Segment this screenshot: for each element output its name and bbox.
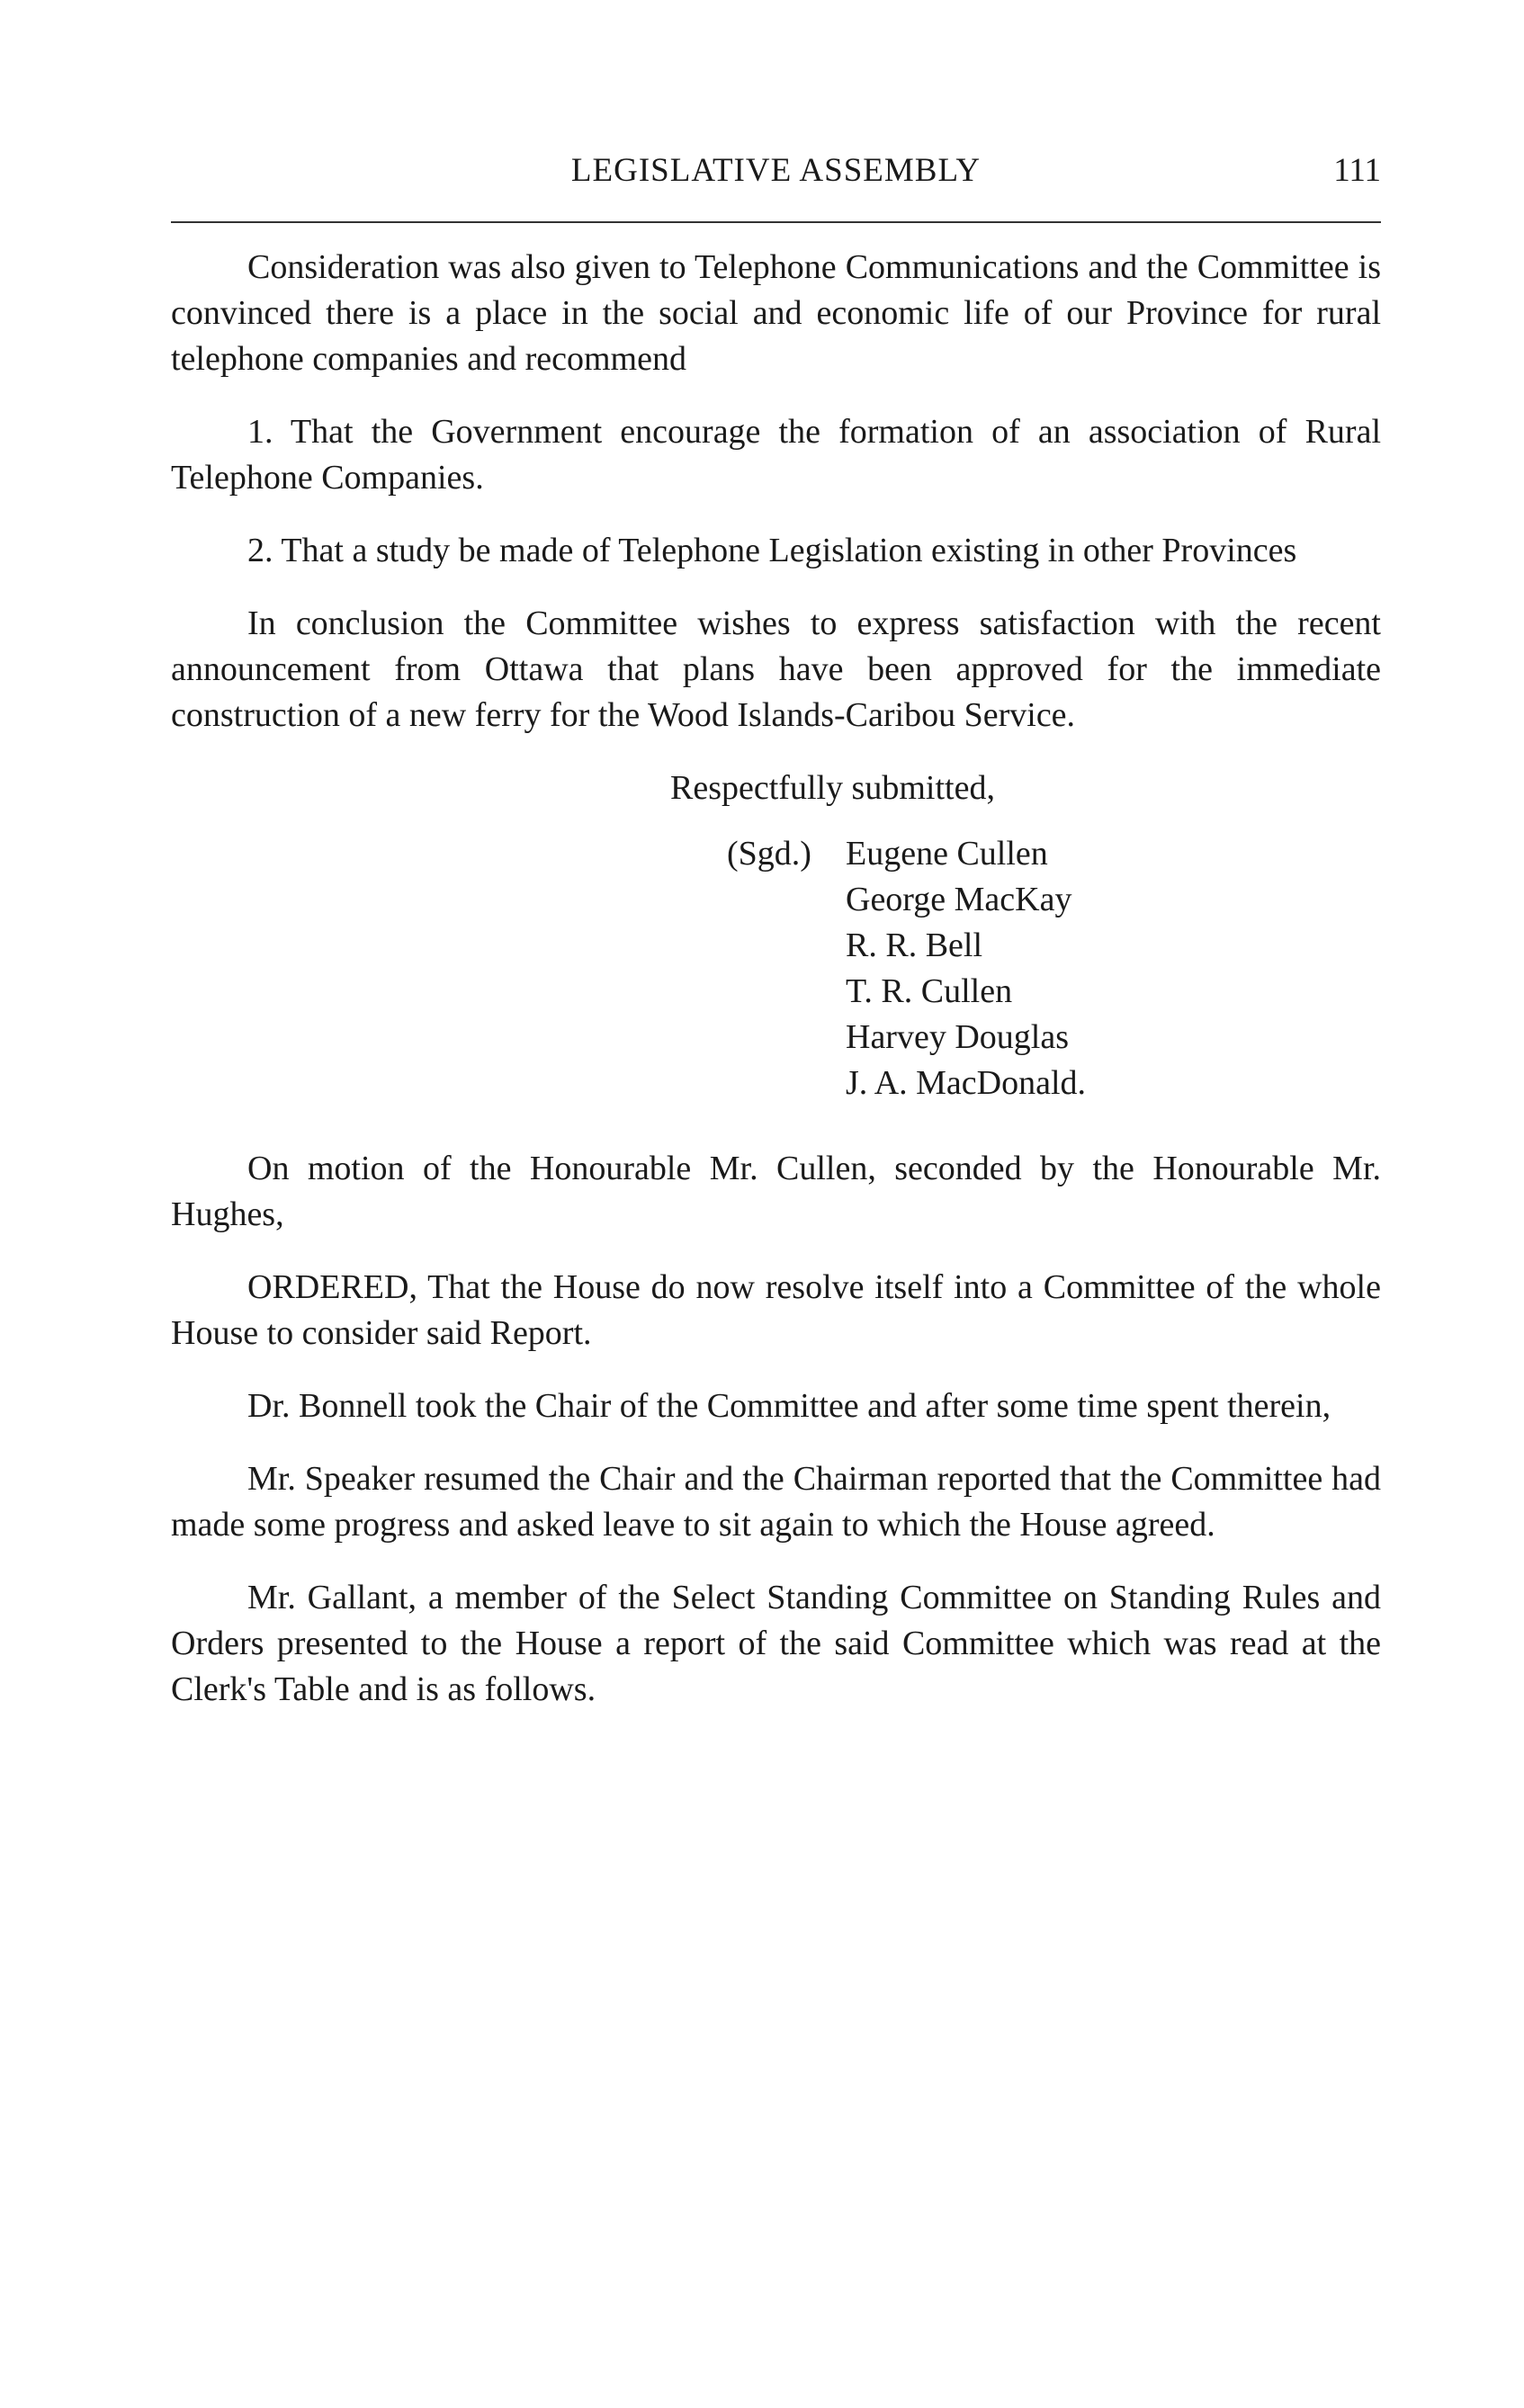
- signatory-name: George MacKay: [846, 881, 1072, 918]
- paragraph-telephone: Consideration was also given to Telephone Communications and the Committee is convinced there is a place in the social and economic life of our Province for rural telephone companies and recommend: [171, 248, 1381, 378]
- recommendation-item: 1. That the Government encourage the formation of an association of Rural Telephone Companies.: [171, 413, 1381, 497]
- paragraph-speaker: Mr. Speaker resumed the Chair and the Chairman reported that the Committee had made some progress and asked leave to sit again to which the House agreed.: [171, 1460, 1381, 1544]
- paragraph-ordered: ORDERED, That the House do now resolve itself into a Committee of the whole House to consider said Report.: [171, 1268, 1381, 1352]
- body-text: [171, 245, 1381, 1740]
- running-title: LEGISLATIVE ASSEMBLY: [570, 152, 982, 189]
- paragraph-gallant: Mr. Gallant, a member of the Select Standing Committee on Standing Rules and Orders presented to the House a report of the said Committee which was read at the Clerk's Table and is as follows.: [171, 1579, 1381, 1708]
- page-number: 111: [1333, 152, 1381, 189]
- paragraph-conclusion: In conclusion the Committee wishes to express satisfaction with the recent announcement from Ottawa that plans have been approved for the immediate construction of a new ferry for the Wood Islands-Caribou Service.: [171, 604, 1381, 734]
- page-header: [171, 151, 1381, 196]
- signatory-name: R. R. Bell: [846, 926, 983, 964]
- signature-block: [171, 831, 1381, 1106]
- signed-mark: (Sgd.): [727, 835, 811, 873]
- signatory-list: [846, 831, 1086, 1106]
- signatory-name: J. A. MacDonald.: [846, 1064, 1087, 1102]
- paragraph-motion: On motion of the Honourable Mr. Cullen, seconded by the Honourable Mr. Hughes,: [171, 1150, 1381, 1233]
- paragraph-bonnell: Dr. Bonnell took the Chair of the Committee and after some time spent therein,: [247, 1387, 1331, 1425]
- signatory-name: Eugene Cullen: [846, 835, 1048, 873]
- header-rule: [171, 221, 1381, 223]
- recommendation-item: 2. That a study be made of Telephone Legislation existing in other Provinces: [247, 532, 1297, 569]
- signatory-name: Harvey Douglas: [846, 1018, 1069, 1056]
- closing-line: Respectfully submitted,: [670, 769, 995, 807]
- signatory-name: T. R. Cullen: [846, 972, 1013, 1010]
